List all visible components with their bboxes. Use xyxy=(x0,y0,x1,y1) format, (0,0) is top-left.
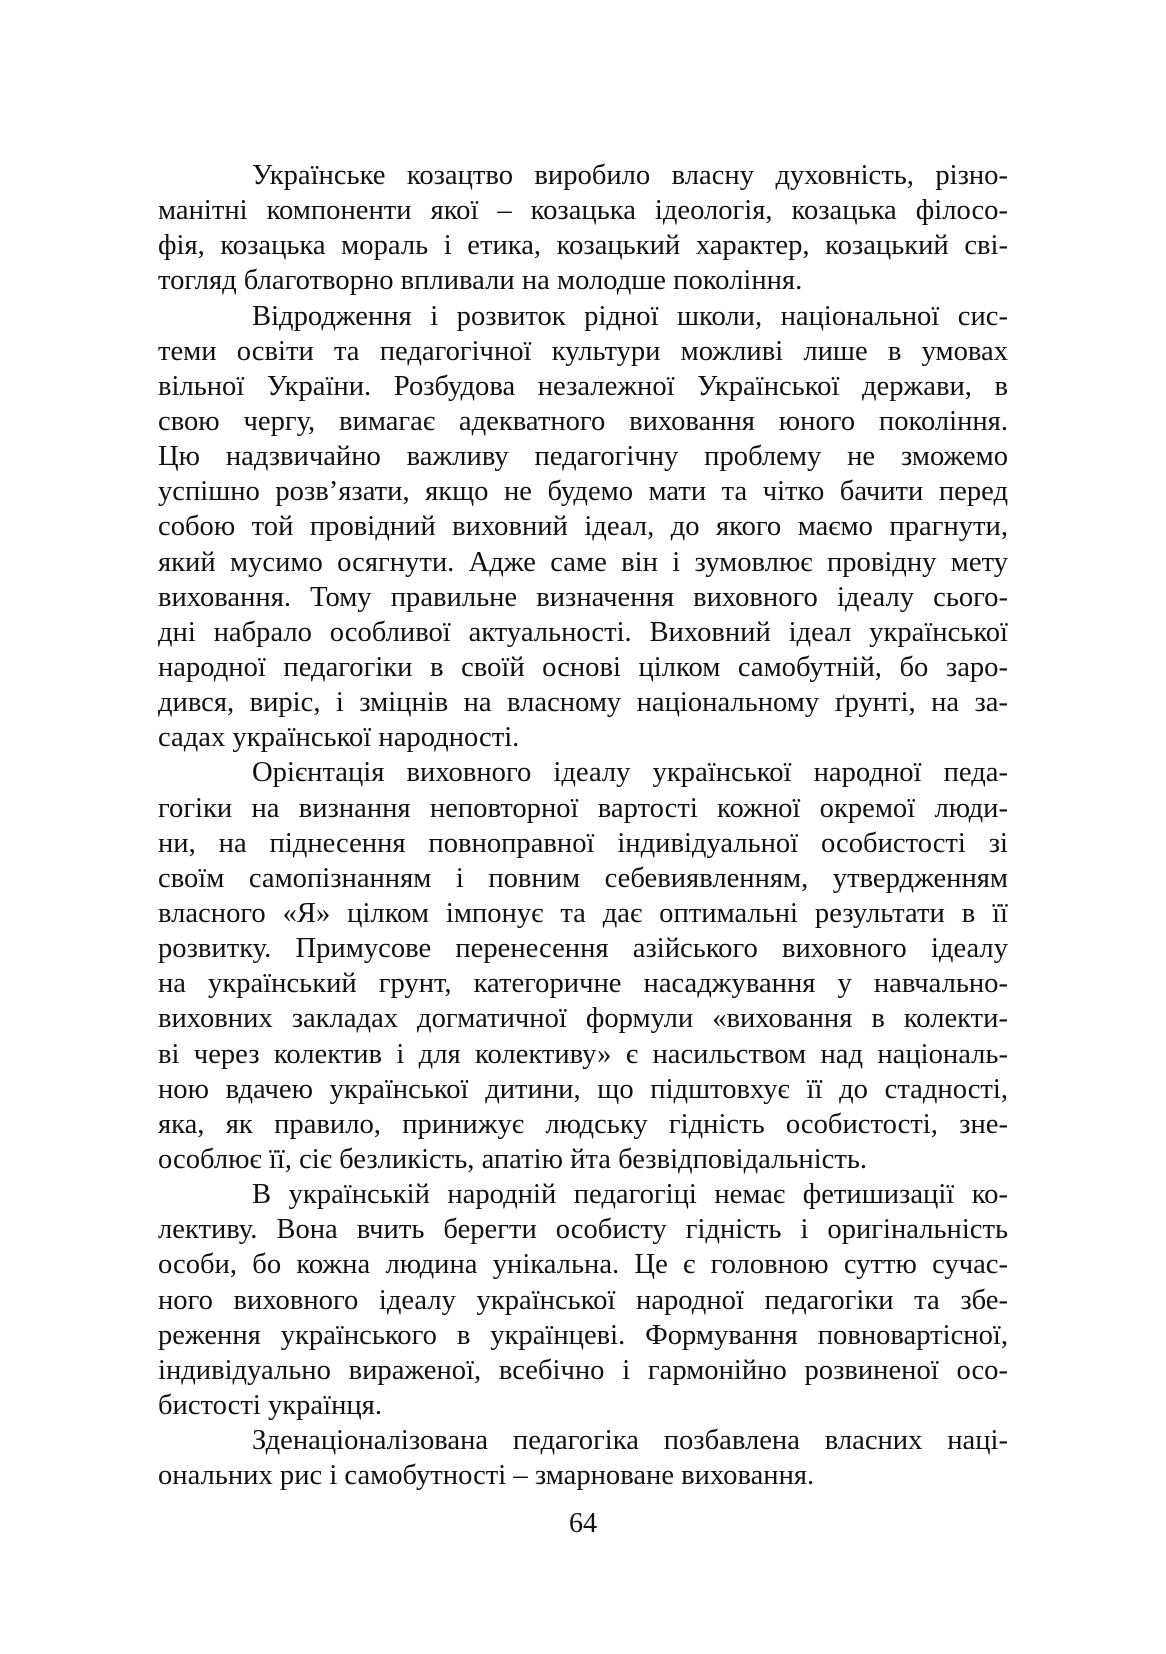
text-line: ни, на піднесення повноправної індивідуальної особистості зі xyxy=(158,827,1008,859)
text-line: тогляд благотворно впливали на молодше покоління. xyxy=(158,265,803,297)
text-line: виховання. Тому правильне визначення виховного ідеалу сього- xyxy=(158,581,1008,613)
text-line: манітні компоненти якої – козацька ідеологія, козацька філосо- xyxy=(158,195,1008,227)
text-line: ною вдачею української дитини, що підштовхує її до стадності, xyxy=(158,1073,1008,1105)
text-line: свою чергу, вимагає адекватного виховання юного покоління. xyxy=(158,405,1008,437)
paragraph-5 xyxy=(158,1423,1008,1493)
text-line: на український грунт, категоричне насаджування у навчально- xyxy=(158,968,1008,1000)
text-line: своїм самопізнанням і повним себевиявленням, утвердженням xyxy=(158,862,1008,894)
text-line: фія, козацька мораль і етика, козацький характер, козацький сві- xyxy=(158,230,1008,262)
paragraph-3 xyxy=(158,755,1008,1177)
text-line: теми освіти та педагогічної культури можливі лише в умовах xyxy=(158,335,1008,367)
text-line: Орієнтація виховного ідеалу української народної педа- xyxy=(252,757,1008,789)
text-line: садах української народності. xyxy=(158,722,520,754)
text-line: гогіки на визнання неповторної вартості кожної окремої люди- xyxy=(158,792,1008,824)
text-line: Цю надзвичайно важливу педагогічну проблему не зможемо xyxy=(158,441,1008,473)
text-line: Українське козацтво виробило власну духовність, різно- xyxy=(252,160,1008,191)
text-line: ональних рис і самобутності – змарноване виховання. xyxy=(158,1460,815,1492)
page-body xyxy=(158,158,1008,1493)
text-line: собою той провідний виховний ідеал, до якого маємо прагнути, xyxy=(158,511,1008,543)
text-line: успішно розв’язати, якщо не будемо мати та чітко бачити перед xyxy=(158,476,1008,508)
page-number: 64 xyxy=(569,1508,597,1539)
paragraph-2 xyxy=(158,299,1008,756)
text-line: власного «Я» цілком імпонує та дає оптимальні результати в її xyxy=(158,897,1008,929)
text-line: дні набрало особливої актуальності. Виховний ідеал української xyxy=(158,616,1008,648)
text-line: вільної України. Розбудова незалежної Української держави, в xyxy=(158,370,1008,402)
text-line: особи, бо кожна людина унікальна. Це є головною суттю сучас- xyxy=(158,1249,1008,1281)
paragraph-1 xyxy=(158,158,1008,299)
text-line: реження українського в українцеві. Формування повновартісної, xyxy=(158,1319,1008,1351)
text-line: Зденаціоналізована педагогіка позбавлена власних наці- xyxy=(252,1425,1008,1457)
paragraph-4 xyxy=(158,1177,1008,1423)
text-line: В українській народній педагогіці немає фетишизації ко- xyxy=(252,1179,1008,1211)
text-line: дився, виріс, і зміцнів на власному національному ґрунті, на за- xyxy=(158,687,1008,719)
text-line: виховних закладах догматичної формули «виховання в колекти- xyxy=(158,1003,1008,1035)
text-line: індивідуально вираженої, всебічно і гармонійно розвиненої осо- xyxy=(158,1354,1008,1386)
text-line: особлює її, сіє безликість, апатію йта безвідповідальність. xyxy=(158,1143,868,1175)
text-line: ві через колектив і для колективу» є насильством над національ- xyxy=(158,1038,1008,1070)
text-line: ного виховного ідеалу української народної педагогіки та збе- xyxy=(158,1284,1008,1316)
text-line: бистості українця. xyxy=(158,1389,382,1421)
text-line: який мусимо осягнути. Адже саме він і зумовлює провідну мету xyxy=(158,546,1008,578)
text-line: народної педагогіки в своїй основі цілком самобутній, бо заро- xyxy=(158,651,1008,683)
text-line: Відродження і розвиток рідної школи, національної сис- xyxy=(252,300,1008,332)
text-line: яка, як правило, принижує людську гідність особистості, зне- xyxy=(158,1108,1008,1140)
text-line: лективу. Вона вчить берегти особисту гідність і оригінальність xyxy=(158,1214,1008,1246)
text-line: розвитку. Примусове перенесення азійського виховного ідеалу xyxy=(158,933,1008,965)
